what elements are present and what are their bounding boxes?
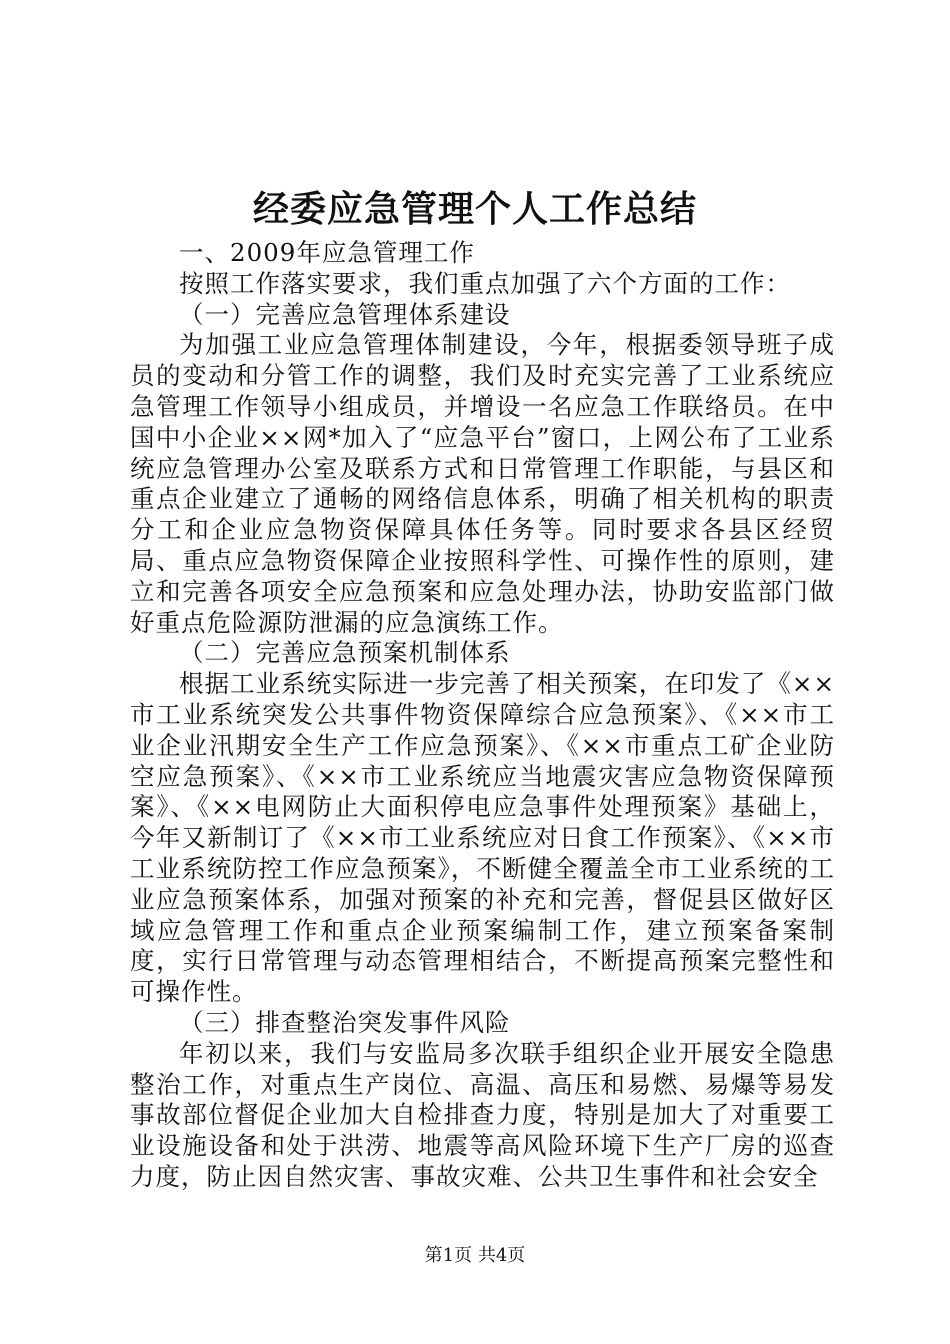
intro-paragraph: 按照工作落实要求，我们重点加强了六个方面的工作：: [179, 268, 791, 298]
body-paragraph: 根据工业系统实际进一步完善了相关预案，在印发了《××市工业系统突发公共事件物资保障综合应急预案》、《××市工业企业汛期安全生产工作应急预案》、《××市重点工矿企业防空应急预案》、《××市工业系统应当地震灾害应急物资保障预案》、《××电网防止大面积停电应急事件处理预案》基础上，今年又新制订了《××市工业系统应对日食工作预案》、《××市工业系统防控工作应急预案》，不断健全覆盖全市工业系统的工业应急预案体系，加强对预案的补充和完善，督促县区做好区域应急管理工作和重点企业预案编制工作，建立预案备案制度，实行日常管理与动态管理相结合，不断提高预案完整性和可操作性。: [130, 669, 835, 1007]
subsection-heading: （三）排查整治突发事件风险: [179, 1007, 511, 1037]
page-number-footer: 第1页 共4页: [424, 1245, 526, 1266]
document-title: 经委应急管理个人工作总结: [252, 188, 697, 230]
section-heading: 一、2009年应急管理工作: [179, 238, 475, 267]
subsection-heading: （一）完善应急管理体系建设: [179, 299, 511, 329]
document-body: [130, 238, 835, 1193]
body-paragraph: 为加强工业应急管理体制建设，今年，根据委领导班子成员的变动和分管工作的调整，我们及时充实完善了工业系统应急管理工作领导小组成员，并增设一名应急工作联络员。在中国中小企业××网*加入了“应急平台”窗口，上网公布了工业系统应急管理办公室及联系方式和日常管理工作职能，与县区和重点企业建立了通畅的网络信息体系，明确了相关机构的职责分工和企业应急物资保障具体任务等。同时要求各县区经贸局、重点应急物资保障企业按照科学性、可操作性的原则，建立和完善各项安全应急预案和应急处理办法，协助安监部门做好重点危险源防泄漏的应急演练工作。: [130, 330, 835, 637]
subsection-heading: （二）完善应急预案机制体系: [179, 638, 511, 668]
body-paragraph: 年初以来，我们与安监局多次联手组织企业开展安全隐患整治工作，对重点生产岗位、高温、高压和易燃、易爆等易发事故部位督促企业加大自检排查力度，特别是加大了对重要工业设施设备和处于洪涝、地震等高风险环境下生产厂房的巡查力度，防止因自然灾害、事故灾难、公共卫生事件和社会安全: [130, 1038, 835, 1191]
